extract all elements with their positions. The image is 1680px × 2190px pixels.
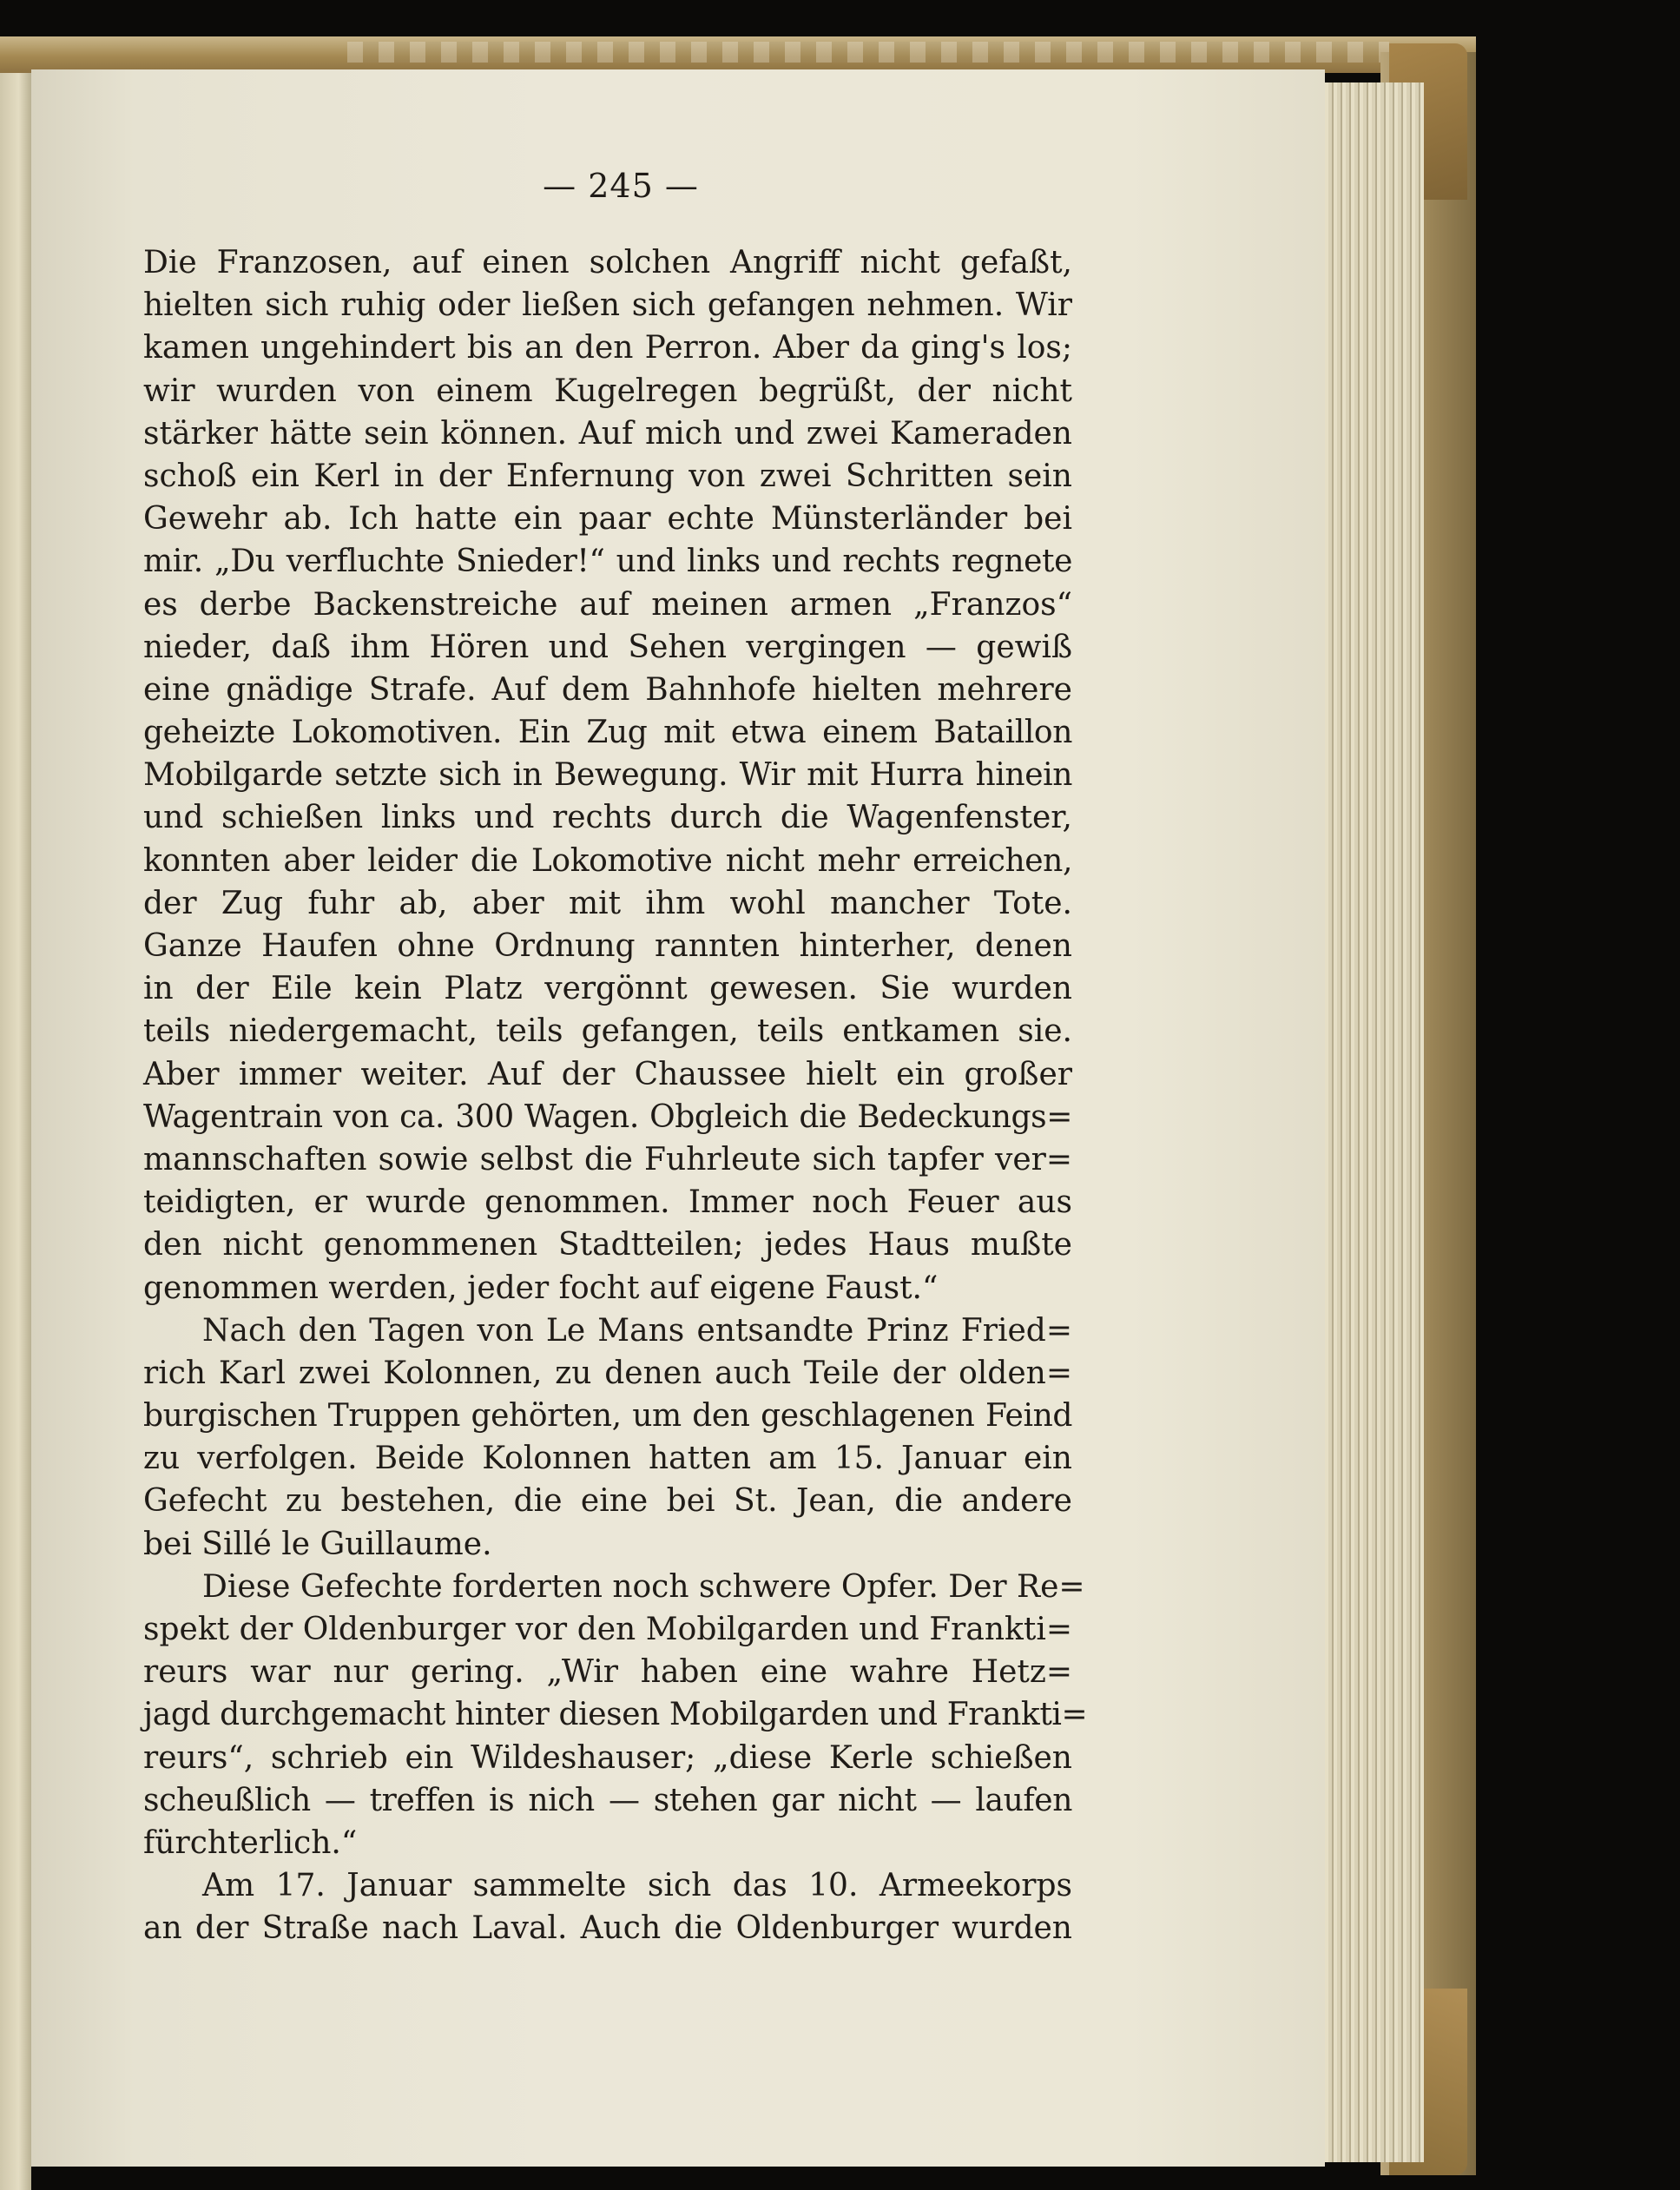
text-line: scheußlich — treffen is nich — stehen gar nicht — laufen bbox=[143, 1782, 1072, 1818]
text-line: jagd durchgemacht hinter diesen Mobilgarden und Frankti= bbox=[143, 1697, 1088, 1733]
text-line: reurs war nur gering. „Wir haben eine wahre Hetz= bbox=[143, 1654, 1072, 1691]
text-line: kamen ungehindert bis an den Perron. Aber da ging's los; bbox=[143, 330, 1072, 366]
page-text-block bbox=[143, 165, 1088, 1950]
text-line: stärker hätte sein können. Auf mich und zwei Kameraden bbox=[143, 415, 1072, 452]
text-line: konnten aber leider die Lokomotive nicht mehr erreichen, bbox=[143, 842, 1072, 879]
text-line: wir wurden von einem Kugelregen begrüßt, der nicht bbox=[143, 373, 1072, 409]
text-line: Wagentrain von ca. 300 Wagen. Obgleich die Bedeckungs= bbox=[143, 1098, 1072, 1135]
text-line: burgischen Truppen gehörten, um den geschlagenen Feind bbox=[143, 1398, 1072, 1435]
text-line: Gefecht zu bestehen, die eine bei St. Jean, die andere bbox=[143, 1483, 1072, 1520]
text-line: Gewehr ab. Ich hatte ein paar echte Münsterländer bei bbox=[143, 501, 1072, 538]
text-line: geheizte Lokomotiven. Ein Zug mit etwa einem Bataillon bbox=[143, 715, 1072, 751]
text-line: spekt der Oldenburger vor den Mobilgarden und Frankti= bbox=[143, 1612, 1072, 1647]
text-line: der Zug fuhr ab, aber mit ihm wohl mancher Tote. bbox=[143, 885, 1072, 921]
page-edges-stack bbox=[1320, 82, 1424, 2162]
text-line: eine gnädige Strafe. Auf dem Bahnhofe hielten mehrere bbox=[143, 671, 1072, 708]
text-line: teidigten, er wurde genommen. Immer noch Feuer aus bbox=[143, 1184, 1072, 1221]
text-line: Am 17. Januar sammelte sich das 10. Armeekorps bbox=[202, 1868, 1072, 1904]
text-line: an der Straße nach Laval. Auch die Oldenburger wurden bbox=[143, 1910, 1072, 1947]
text-line: Die Franzosen, auf einen solchen Angriff nicht gefaßt, bbox=[143, 245, 1072, 280]
text-line: hielten sich ruhig oder ließen sich gefangen nehmen. Wir bbox=[143, 287, 1072, 324]
text-line: Mobilgarde setzte sich in Bewegung. Wir mit Hurra hinein bbox=[143, 757, 1072, 794]
text-line: Diese Gefechte forderten noch schwere Opfer. Der Re= bbox=[202, 1568, 1085, 1605]
text-line: es derbe Backenstreiche auf meinen armen „Franzos“ bbox=[143, 586, 1072, 623]
text-line: schoß ein Kerl in der Enfernung von zwei Schritten sein bbox=[143, 458, 1072, 494]
text-line: reurs“, schrieb ein Wildeshauser; „diese Kerle schießen bbox=[143, 1739, 1072, 1776]
left-page-edge bbox=[0, 48, 31, 2190]
text-line: und schießen links und rechts durch die Wagenfenster, bbox=[143, 800, 1072, 836]
text-line: nieder, daß ihm Hören und Sehen vergingen — gewiß bbox=[143, 629, 1072, 665]
page-number: — 245 — bbox=[543, 167, 699, 205]
text-line: Nach den Tagen von Le Mans entsandte Prinz Fried= bbox=[202, 1312, 1072, 1349]
text-line: in der Eile kein Platz vergönnt gewesen. Sie wurden bbox=[143, 971, 1072, 1007]
text-line: den nicht genommenen Stadtteilen; jedes Haus mußte bbox=[143, 1227, 1072, 1263]
book-cover-wear bbox=[347, 42, 1389, 63]
text-line: bei Sillé le Guillaume. bbox=[143, 1526, 492, 1562]
text-line: Aber immer weiter. Auf der Chaussee hielt ein großer bbox=[143, 1056, 1072, 1092]
text-line: fürchterlich.“ bbox=[143, 1824, 358, 1861]
text-line: teils niedergemacht, teils gefangen, teils entkamen sie. bbox=[143, 1013, 1072, 1050]
text-line: rich Karl zwei Kolonnen, zu denen auch Teile der olden= bbox=[143, 1355, 1072, 1391]
text-line: mannschaften sowie selbst die Fuhrleute sich tapfer ver= bbox=[143, 1141, 1072, 1177]
text-line: Ganze Haufen ohne Ordnung rannten hinterher, denen bbox=[143, 928, 1072, 964]
text-line: genommen werden, jeder focht auf eigene Faust.“ bbox=[143, 1270, 939, 1306]
text-line: zu verfolgen. Beide Kolonnen hatten am 15. Januar ein bbox=[143, 1441, 1072, 1477]
text-line: mir. „Du verfluchte Snieder!“ und links und rechts regnete bbox=[143, 544, 1072, 580]
